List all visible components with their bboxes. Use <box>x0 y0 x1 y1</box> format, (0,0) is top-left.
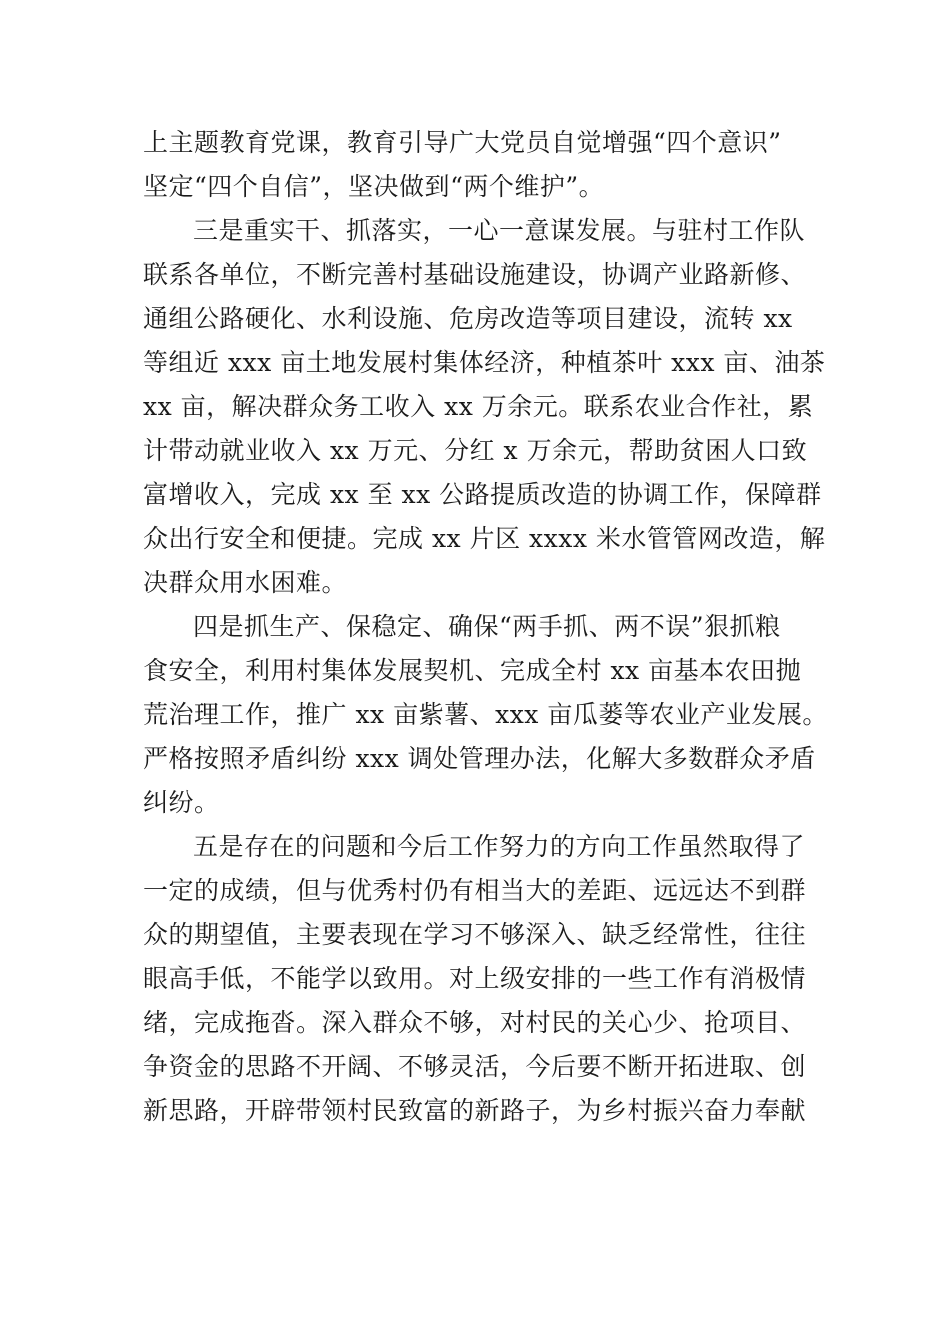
text-line: 上主题教育党课，教育引导广大党员自觉增强“四个意识” <box>143 128 782 157</box>
text-line: 富增收入，完成 xx 至 xx 公路提质改造的协调工作，保障群 <box>143 480 822 509</box>
text-line: 绪，完成拖沓。深入群众不够，对村民的关心少、抢项目、 <box>143 1008 807 1037</box>
document-body <box>143 121 828 1133</box>
text-line: 等组近 xxx 亩土地发展村集体经济，种植茶叶 xxx 亩、油茶 <box>143 348 826 377</box>
text-line: 食安全，利用村集体发展契机、完成全村 xx 亩基本农田抛 <box>143 656 802 685</box>
text-line: 联系各单位，不断完善村基础设施建设，协调产业路新修、 <box>143 260 807 289</box>
text-line: 纠纷。 <box>143 788 220 817</box>
text-line: xx 亩，解决群众务工收入 xx 万余元。联系农业合作社，累 <box>143 392 814 421</box>
text-line: 眼高手低，不能学以致用。对上级安排的一些工作有消极情 <box>143 964 807 993</box>
paragraph-start-line: 三是重实干、抓落实，一心一意谋发展。与驻村工作队 <box>193 216 806 245</box>
text-line: 通组公路硬化、水利设施、危房改造等项目建设，流转 xx <box>143 304 793 333</box>
paragraph-start-line: 四是抓生产、保稳定、确保“两手抓、两不误”狠抓粮 <box>193 612 781 641</box>
text-line: 决群众用水困难。 <box>143 568 348 597</box>
text-line: 荒治理工作，推广 xx 亩紫薯、xxx 亩瓜蒌等农业产业发展。 <box>143 700 828 729</box>
text-line: 新思路，开辟带领村民致富的新路子，为乡村振兴奋力奉献 <box>143 1096 807 1125</box>
text-line: 一定的成绩，但与优秀村仍有相当大的差距、远远达不到群 <box>143 876 807 905</box>
text-line: 计带动就业收入 xx 万元、分红 x 万余元，帮助贫困人口致 <box>143 436 808 465</box>
text-line: 坚定“四个自信”，坚决做到“两个维护”。 <box>143 172 605 201</box>
text-line: 争资金的思路不开阔、不够灵活，今后要不断开拓进取、创 <box>143 1052 807 1081</box>
text-line: 严格按照矛盾纠纷 xxx 调处管理办法，化解大多数群众矛盾 <box>143 744 816 773</box>
paragraph-start-line: 五是存在的问题和今后工作努力的方向工作虽然取得了 <box>193 832 806 861</box>
text-line: 众出行安全和便捷。完成 xx 片区 xxxx 米水管管网改造，解 <box>143 524 826 553</box>
text-line: 众的期望值，主要表现在学习不够深入、缺乏经常性，往往 <box>143 920 807 949</box>
